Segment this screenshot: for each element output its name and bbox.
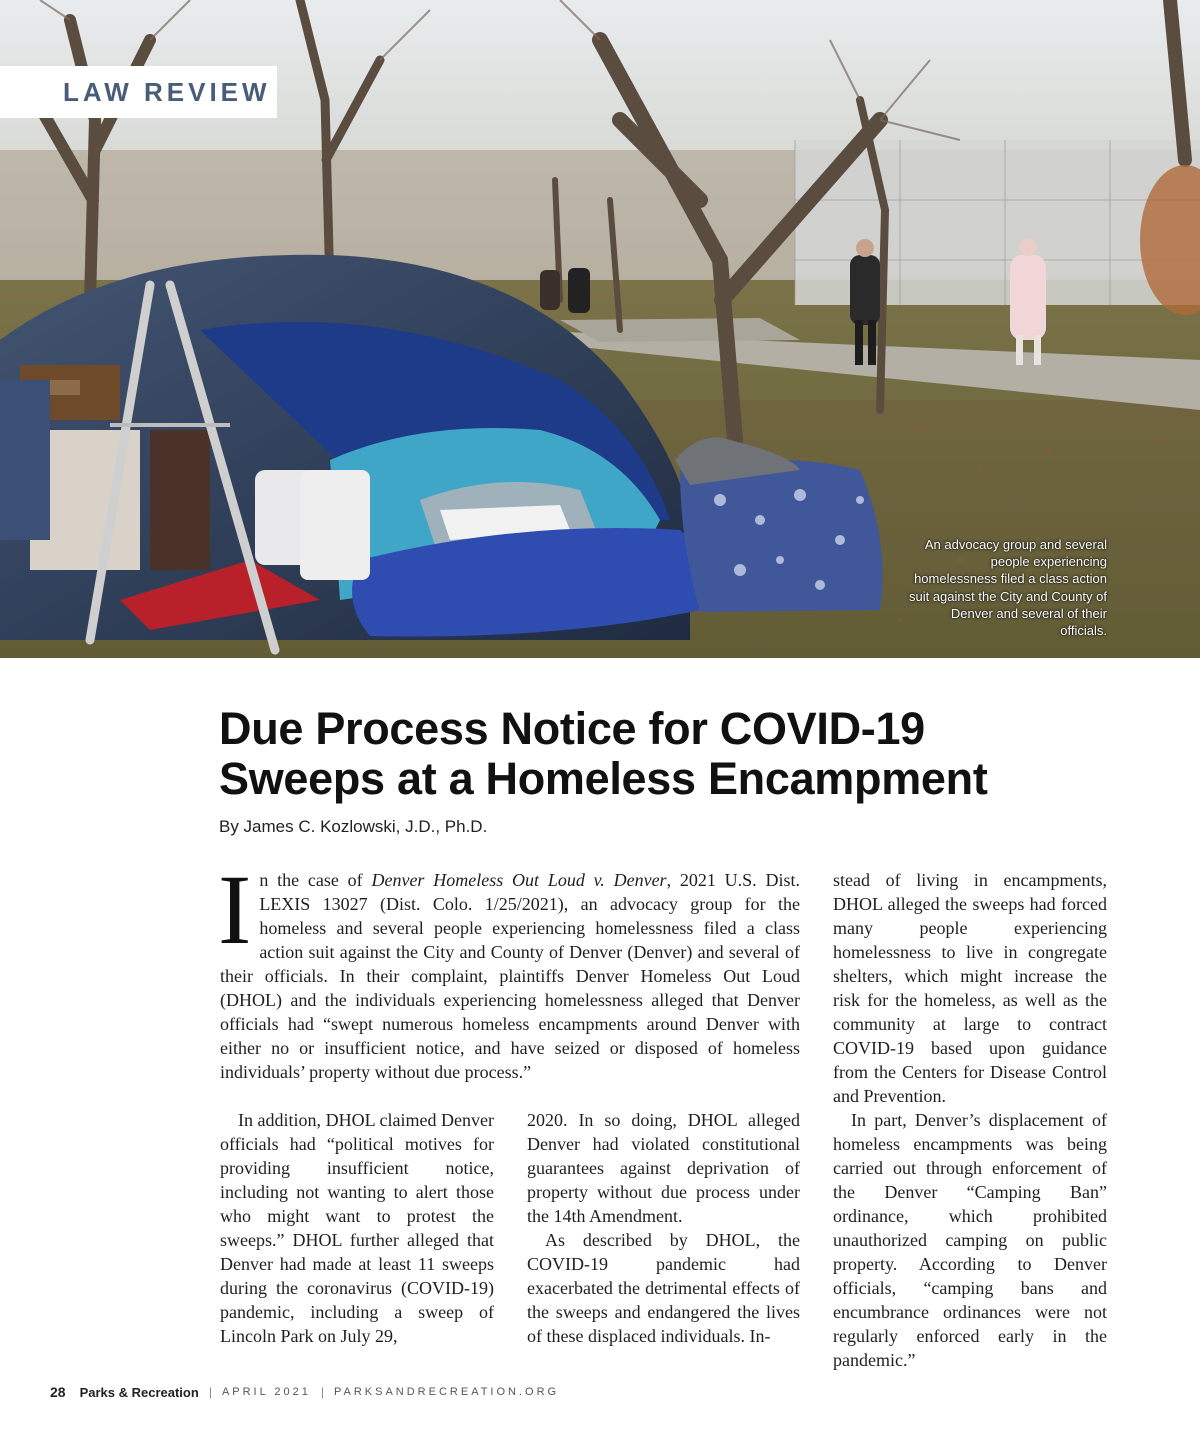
column-3-paragraph-1: stead of living in encampments, DHOL alleged the sweeps had forced many people experiencing homelessness to live in congregate shelters, which might increase the risk for the homeless, as well as the community at large to contract COVID-19 based upon guidance from the Centers for Disease Control and Prevention.: [833, 870, 1107, 1106]
intro-text-start: n the case of: [259, 870, 372, 890]
section-label: LAW REVIEW: [0, 66, 277, 118]
intro-text-rest: , 2021 U.S. Dist. LEXIS 13027 (Dist. Colo. 1/25/2021), an advocacy group for the homeless and several people experiencing homelessness filed a class action suit against the City and County of Denver (Denver) and several of their officials. In their complaint, plaintiffs Denver Homeless Out Loud (DHOL) and the individuals experiencing homelessness alleged that Denver officials had “swept numerous homeless encampments around Denver with either no or insufficient notice, and have seized or disposed of homeless individuals’ property without due process.”: [220, 870, 800, 1082]
case-name: Denver Homeless Out Loud v. Denver: [371, 870, 667, 890]
article-title: [219, 704, 1119, 804]
photo-caption: An advocacy group and several people experiencing homelessness filed a class action suit against the City and County of Denver and several of their officials.: [908, 537, 1107, 639]
drop-cap: I: [218, 854, 252, 965]
author-byline: By James C. Kozlowski, J.D., Ph.D.: [219, 817, 488, 836]
magazine-name: Parks & Recreation: [79, 1384, 199, 1400]
hero-photo: [0, 0, 1200, 658]
title-line-1: Due Process Notice for COVID-19: [219, 703, 925, 754]
page-number: 28: [50, 1384, 66, 1400]
column-2-paragraph-2: As described by DHOL, the COVID-19 pandemic had exacerbated the detrimental effects of the sweeps and endangered the lives of these displaced individuals. In-: [527, 1230, 800, 1346]
title-line-2: Sweeps at a Homeless Encampment: [219, 753, 988, 804]
footer-separator: |: [208, 1385, 212, 1399]
column-1-paragraph: In addition, DHOL claimed Denver officials had “political motives for providing insufficient notice, including not wanting to alert those who might want to protest the sweeps.” DHOL further alleged that Denver had made at least 11 sweeps during the coronavirus (COVID-19) pandemic, including a sweep of Lincoln Park on July 29,: [220, 1110, 494, 1346]
website-link[interactable]: PARKSANDRECREATION.ORG: [333, 1386, 560, 1398]
footer-separator: |: [320, 1385, 324, 1399]
page-footer: [50, 1384, 559, 1400]
column-3-paragraph-2: In part, Denver’s displacement of homeless encampments was being carried out through enforcement of the Denver “Camping Ban” ordinance, which prohibited unauthorized camping on public property. According to Denver officials, “camping bans and encumbrance ordinances were not regularly enforced early in the pandemic.”: [833, 1110, 1107, 1370]
column-2-paragraph-1: 2020. In so doing, DHOL alleged Denver had violated constitutional guarantees against deprivation of property without due process under the 14th Amendment.: [527, 1110, 800, 1226]
issue-date: APRIL 2021: [221, 1386, 311, 1398]
intro-paragraph: [218, 854, 800, 1084]
